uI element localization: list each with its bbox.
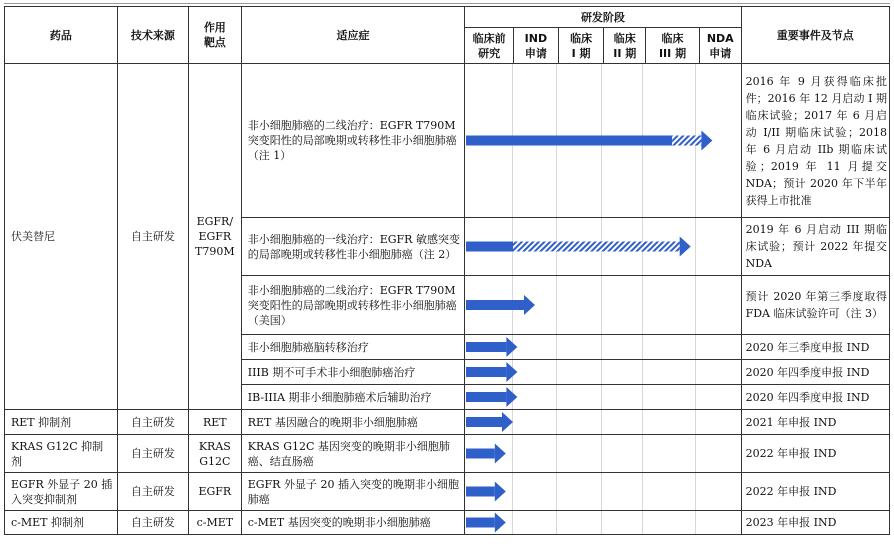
arrow-head: [495, 482, 506, 502]
indication: c-MET 基因突变的晚期非小细胞肺癌: [241, 511, 465, 535]
header-row-1: [5, 7, 890, 28]
table-row: [5, 473, 890, 511]
arrow-head: [524, 295, 535, 315]
stage-label-line1: 临床: [661, 31, 684, 45]
arrow-solid-bar: [466, 300, 524, 310]
header-stage-preclinical: [465, 28, 514, 64]
header-target: [188, 7, 241, 64]
stage-arrow-svg: [465, 385, 737, 409]
stage-progress-cell: [465, 276, 741, 335]
arrow-solid-bar: [466, 417, 502, 427]
stage-progress-cell: [465, 385, 741, 410]
stage-label-line1: IND: [524, 31, 548, 45]
target: EGFR: [188, 473, 241, 511]
tech-source: 自主研发: [117, 64, 188, 410]
header-target-line1: 作用: [203, 21, 226, 34]
stage-progress-cell: [465, 473, 741, 511]
milestone-event: 2023 年申报 IND: [741, 511, 889, 535]
indication: 非小细胞肺癌的二线治疗：EGFR T790M 突变阳性的局部晚期或转移性非小细胞肺癌（美国）: [241, 276, 465, 335]
stage-arrow-svg: [465, 410, 737, 434]
target: EGFR/ EGFR T790M: [188, 64, 241, 410]
stage-arrow-svg: [465, 360, 737, 384]
arrow-head: [702, 131, 713, 151]
target: c-MET: [188, 511, 241, 535]
stage-arrow-svg: [465, 511, 737, 534]
stage-progress-cell: [465, 435, 741, 473]
arrow-head: [495, 444, 506, 464]
stage-arrow-svg: [465, 473, 737, 510]
arrow-head: [507, 362, 518, 382]
indication: 非小细胞肺癌的二线治疗：EGFR T790M 突变阳性的局部晚期或转移性非小细胞肺癌（注 1）: [241, 64, 465, 218]
stage-progress-cell: [465, 410, 741, 435]
arrow-head: [680, 237, 691, 257]
milestone-event: 2021 年申报 IND: [741, 410, 889, 435]
drug-name: 伏美替尼: [5, 64, 118, 410]
milestone-event: 2022 年申报 IND: [741, 473, 889, 511]
indication: EGFR 外显子 20 插入突变的晚期非小细胞肺癌: [241, 473, 465, 511]
arrow-head: [507, 337, 518, 357]
header-drug: 药品: [5, 7, 118, 64]
table-row: [5, 511, 890, 535]
arrow-solid-bar: [466, 392, 506, 402]
table-row: [5, 410, 890, 435]
stage-label-line2: 申请: [709, 46, 732, 60]
arrow-head: [502, 412, 513, 432]
stage-arrow-svg: [465, 335, 737, 359]
stage-progress-cell: [465, 335, 741, 360]
header-stage-group: 研发阶段: [465, 7, 741, 28]
arrow-hatched-bar: [513, 242, 680, 252]
indication: IIIB 期不可手术非小细胞肺癌治疗: [241, 360, 465, 385]
indication: 非小细胞肺癌脑转移治疗: [241, 335, 465, 360]
arrow-solid-bar: [466, 367, 506, 377]
header-source: 技术来源: [117, 7, 188, 64]
header-events: 重要事件及节点: [741, 7, 889, 64]
indication: RET 基因融合的晚期非小细胞肺癌: [241, 410, 465, 435]
stage-label-line2: II 期: [613, 46, 637, 60]
pipeline-table-container: [4, 6, 890, 535]
arrow-solid-bar: [466, 518, 495, 528]
header-stage-ind: [514, 28, 559, 64]
milestone-event: 2020 年四季度申报 IND: [741, 385, 889, 410]
header-stage-nda: [699, 28, 741, 64]
arrow-hatched-bar: [672, 136, 701, 146]
stage-label-line2: 申请: [524, 46, 547, 60]
drug-name: RET 抑制剂: [5, 410, 118, 435]
target: RET: [188, 410, 241, 435]
milestone-event: 2016 年 9 月获得临床批件；2016 年 12 月启动 I 期临床试验；2017 年 6 月启动 I/II 期临床试验；2018 年 6 月启动 IIb 期临床试验；2019 年 11 月提交 NDA；预计 2020 年下半年获得上市批准: [741, 64, 889, 218]
header-stage-phase1: [558, 28, 604, 64]
header-stage-phase2: [604, 28, 646, 64]
table-row: [5, 64, 890, 218]
stage-label-line1: 临床前: [472, 31, 506, 45]
stage-progress-cell: [465, 218, 741, 276]
stage-label-line1: 临床: [570, 31, 593, 45]
tech-source: 自主研发: [117, 410, 188, 435]
tech-source: 自主研发: [117, 435, 188, 473]
tech-source: 自主研发: [117, 473, 188, 511]
top-rule: [4, 3, 890, 4]
header-indication: 适应症: [241, 7, 465, 64]
arrow-solid-bar: [466, 449, 495, 459]
arrow-solid-bar: [466, 242, 513, 252]
stage-label-line2: I 期: [571, 46, 591, 60]
arrow-solid-bar: [466, 136, 672, 146]
drug-name: c-MET 抑制剂: [5, 511, 118, 535]
stage-label-line2: III 期: [658, 46, 687, 60]
stage-progress-cell: [465, 511, 741, 535]
indication: 非小细胞肺癌的一线治疗：EGFR 敏感突变的局部晚期或转移性非小细胞肺癌（注 2）: [241, 218, 465, 276]
tech-source: 自主研发: [117, 511, 188, 535]
stage-label-line1: NDA: [706, 31, 734, 45]
indication: IB-IIIA 期非小细胞肺癌术后辅助治疗: [241, 385, 465, 410]
milestone-event: 2019 年 6 月启动 III 期临床试验；预计 2022 年提交 NDA: [741, 218, 889, 276]
arrow-solid-bar: [466, 487, 495, 497]
stage-arrow-svg: [465, 64, 737, 217]
header-stage-phase3: [646, 28, 700, 64]
stage-arrow-svg: [465, 276, 737, 334]
drug-name: EGFR 外显子 20 插入突变抑制剂: [5, 473, 118, 511]
drug-name: KRAS G12C 抑制剂: [5, 435, 118, 473]
stage-label-line2: 研究: [478, 46, 501, 60]
milestone-event: 2020 年三季度申报 IND: [741, 335, 889, 360]
milestone-event: 2022 年申报 IND: [741, 435, 889, 473]
arrow-head: [507, 387, 518, 407]
arrow-solid-bar: [466, 342, 506, 352]
arrow-head: [495, 513, 506, 533]
stage-progress-cell: [465, 64, 741, 218]
milestone-event: 预计 2020 年第三季度取得 FDA 临床试验许可（注 3）: [741, 276, 889, 335]
header-target-line2: 靶点: [203, 36, 226, 49]
stage-label-line1: 临床: [613, 31, 636, 45]
target: KRAS G12C: [188, 435, 241, 473]
table-row: [5, 435, 890, 473]
pipeline-table: [4, 6, 890, 535]
milestone-event: 2020 年四季度申报 IND: [741, 360, 889, 385]
stage-progress-cell: [465, 360, 741, 385]
stage-arrow-svg: [465, 218, 737, 275]
indication: KRAS G12C 基因突变的晚期非小细胞肺癌、结直肠癌: [241, 435, 465, 473]
stage-arrow-svg: [465, 435, 737, 472]
